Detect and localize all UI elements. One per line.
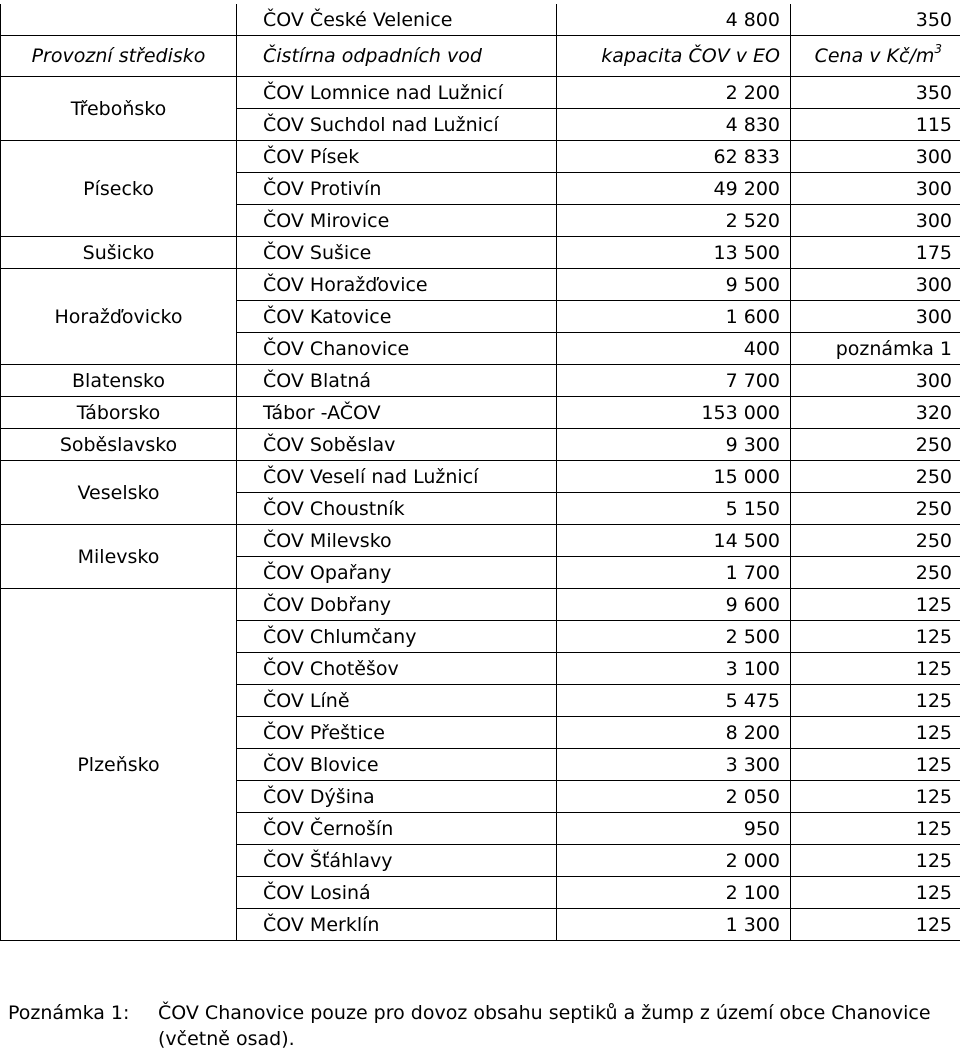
capacity-cell: 1 600: [557, 301, 791, 333]
price-cell: 115: [791, 109, 960, 141]
plant-cell: ČOV Dobřany: [237, 589, 557, 621]
capacity-cell: 950: [557, 813, 791, 845]
plant-cell: ČOV Opařany: [237, 557, 557, 589]
price-cell: 175: [791, 237, 960, 269]
capacity-cell: 5 150: [557, 493, 791, 525]
plant-cell: ČOV Blovice: [237, 749, 557, 781]
plant-cell: ČOV Líně: [237, 685, 557, 717]
header-region: Provozní středisko: [1, 36, 237, 77]
region-cell: Horažďovicko: [1, 269, 237, 365]
price-cell: 350: [791, 77, 960, 109]
capacity-cell: 13 500: [557, 237, 791, 269]
region-cell: Veselsko: [1, 461, 237, 525]
price-cell: 125: [791, 749, 960, 781]
wastewater-plants-table: [0, 4, 960, 941]
price-cell: 350: [791, 4, 960, 36]
price-cell: 125: [791, 589, 960, 621]
plant-cell: ČOV Losiná: [237, 877, 557, 909]
capacity-cell: 400: [557, 333, 791, 365]
price-cell: 300: [791, 365, 960, 397]
plant-cell: ČOV Veselí nad Lužnicí: [237, 461, 557, 493]
capacity-cell: 1 300: [557, 909, 791, 941]
price-cell: 300: [791, 301, 960, 333]
price-cell: 125: [791, 653, 960, 685]
price-cell: 250: [791, 429, 960, 461]
capacity-cell: 15 000: [557, 461, 791, 493]
plant-cell: ČOV Přeštice: [237, 717, 557, 749]
capacity-cell: 2 050: [557, 781, 791, 813]
capacity-cell: 153 000: [557, 397, 791, 429]
capacity-cell: 5 475: [557, 685, 791, 717]
price-cell: 300: [791, 269, 960, 301]
plant-cell: ČOV Dýšina: [237, 781, 557, 813]
plant-cell: ČOV České Velenice: [237, 4, 557, 36]
region-cell: Soběslavsko: [1, 429, 237, 461]
table-header-row: [1, 36, 960, 77]
plant-cell: ČOV Katovice: [237, 301, 557, 333]
plant-cell: ČOV Sušice: [237, 237, 557, 269]
table-row: [1, 269, 960, 301]
price-cell: 125: [791, 685, 960, 717]
capacity-cell: 9 600: [557, 589, 791, 621]
capacity-cell: 3 100: [557, 653, 791, 685]
capacity-cell: 2 520: [557, 205, 791, 237]
table-row: [1, 397, 960, 429]
price-cell: 125: [791, 909, 960, 941]
plant-cell: ČOV Milevsko: [237, 525, 557, 557]
capacity-cell: 8 200: [557, 717, 791, 749]
price-cell: 300: [791, 205, 960, 237]
plant-cell: ČOV Merklín: [237, 909, 557, 941]
capacity-cell: 2 100: [557, 877, 791, 909]
plant-cell: ČOV Chotěšov: [237, 653, 557, 685]
plant-cell: ČOV Písek: [237, 141, 557, 173]
table-row: [1, 461, 960, 493]
capacity-cell: 7 700: [557, 365, 791, 397]
header-price: [791, 36, 960, 77]
capacity-cell: 3 300: [557, 749, 791, 781]
region-cell: Plzeňsko: [1, 589, 237, 941]
plant-cell: ČOV Černošín: [237, 813, 557, 845]
price-cell: 250: [791, 493, 960, 525]
capacity-cell: 4 800: [557, 4, 791, 36]
price-cell: 125: [791, 877, 960, 909]
region-cell: Blatensko: [1, 365, 237, 397]
header-price-sup: 3: [934, 42, 942, 56]
plant-cell: ČOV Protivín: [237, 173, 557, 205]
capacity-cell: 14 500: [557, 525, 791, 557]
price-cell: 250: [791, 461, 960, 493]
region-cell: Písecko: [1, 141, 237, 237]
header-capacity: kapacita ČOV v EO: [557, 36, 791, 77]
table-row: [1, 4, 960, 36]
capacity-cell: 62 833: [557, 141, 791, 173]
price-cell: 125: [791, 845, 960, 877]
capacity-cell: 49 200: [557, 173, 791, 205]
region-cell: Milevsko: [1, 525, 237, 589]
plant-cell: ČOV Choustník: [237, 493, 557, 525]
price-cell: 250: [791, 557, 960, 589]
plant-cell: ČOV Šťáhlavy: [237, 845, 557, 877]
plant-cell: ČOV Chanovice: [237, 333, 557, 365]
region-cell: Táborsko: [1, 397, 237, 429]
footnote-text: ČOV Chanovice pouze pro dovoz obsahu septiků a žump z území obce Chanovice (včetně osad).: [158, 1002, 931, 1050]
table-row: [1, 429, 960, 461]
region-cell: Sušicko: [1, 237, 237, 269]
plant-cell: ČOV Lomnice nad Lužnicí: [237, 77, 557, 109]
capacity-cell: 2 200: [557, 77, 791, 109]
capacity-cell: 9 500: [557, 269, 791, 301]
table-row: [1, 525, 960, 557]
plant-cell: ČOV Horažďovice: [237, 269, 557, 301]
capacity-cell: 4 830: [557, 109, 791, 141]
footnote-label: Poznámka 1:: [8, 1002, 130, 1024]
capacity-cell: 2 500: [557, 621, 791, 653]
plant-cell: Tábor -AČOV: [237, 397, 557, 429]
capacity-cell: 1 700: [557, 557, 791, 589]
price-cell: poznámka 1: [791, 333, 960, 365]
table-row: [1, 365, 960, 397]
plant-cell: ČOV Chlumčany: [237, 621, 557, 653]
header-price-text: Cena v Kč/m: [814, 45, 935, 67]
price-cell: 300: [791, 141, 960, 173]
price-cell: 320: [791, 397, 960, 429]
plant-cell: ČOV Mirovice: [237, 205, 557, 237]
table-row: [1, 237, 960, 269]
capacity-cell: 2 000: [557, 845, 791, 877]
plant-cell: ČOV Suchdol nad Lužnicí: [237, 109, 557, 141]
table-row: [1, 77, 960, 109]
header-plant: Čistírna odpadních vod: [237, 36, 557, 77]
table-row: [1, 589, 960, 621]
price-cell: 125: [791, 621, 960, 653]
table-row: [1, 141, 960, 173]
capacity-cell: 9 300: [557, 429, 791, 461]
price-cell: 250: [791, 525, 960, 557]
region-cell: [1, 4, 237, 36]
plant-cell: ČOV Blatná: [237, 365, 557, 397]
plant-cell: ČOV Soběslav: [237, 429, 557, 461]
price-cell: 125: [791, 781, 960, 813]
price-cell: 300: [791, 173, 960, 205]
region-cell: Třeboňsko: [1, 77, 237, 141]
price-cell: 125: [791, 717, 960, 749]
price-cell: 125: [791, 813, 960, 845]
